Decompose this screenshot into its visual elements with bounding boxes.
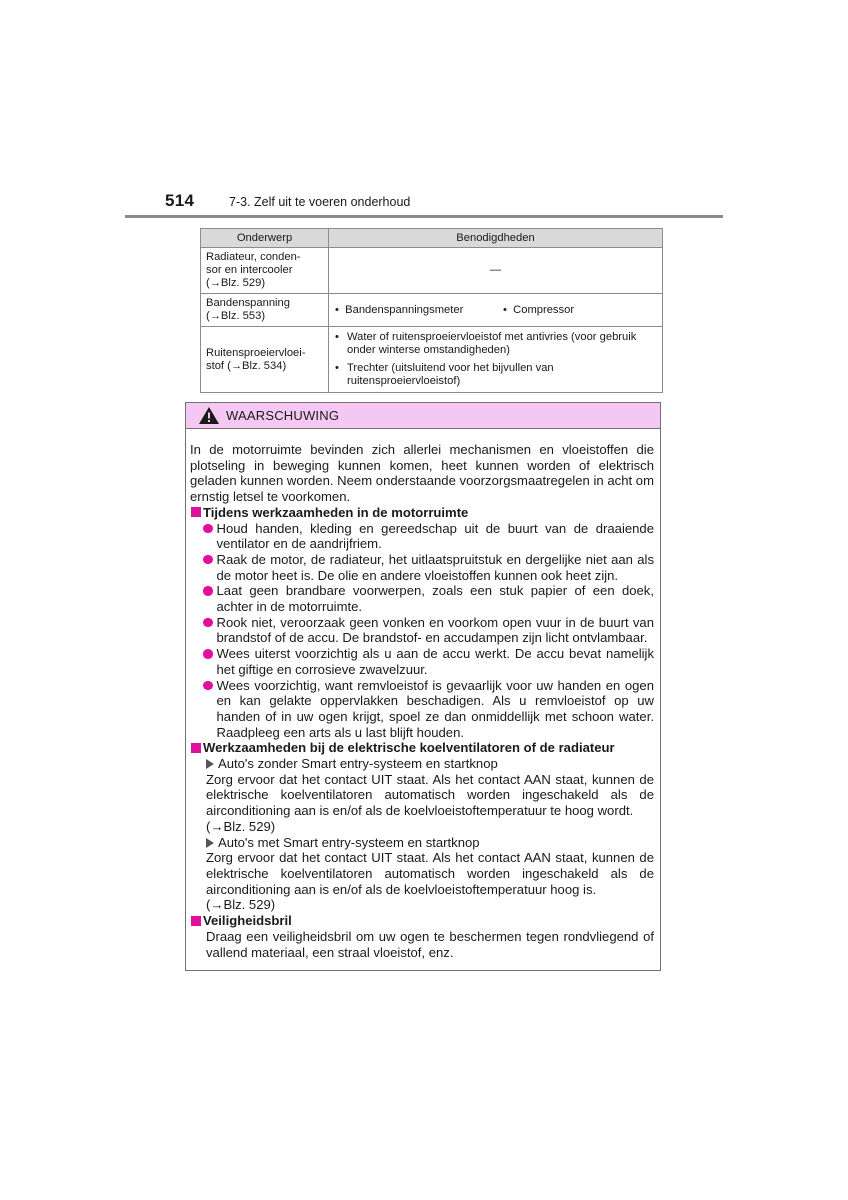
pink-square-icon (191, 916, 201, 926)
row-requirements (329, 294, 663, 327)
section-title: 7-3. Zelf uit te voeren onderhoud (229, 195, 411, 209)
table-row (201, 294, 663, 327)
list-item: Rook niet, veroorzaak geen vonken en voorkom open vuur in de buurt van brandstof of de accu. De brandstof- en accudampen zijn licht ontvlambaar. (190, 615, 660, 646)
section-heading: Werkzaamheden bij de elektrische koelventilatoren of de radiateur (190, 740, 660, 756)
row-requirements: — (329, 248, 663, 294)
requirement-item: • Trechter (uitsluitend voor het bijvullen van ruitensproeiervloeistof) (335, 362, 554, 387)
tools-table (200, 228, 663, 393)
sub-heading: Auto's met Smart entry-systeem en startknop (190, 835, 660, 851)
list-item: Wees uiterst voorzichtig als u aan de accu werkt. De accu bevat namelijk het giftige en corrosieve zwavelzuur. (190, 646, 660, 677)
list-item: Raak de motor, de radiateur, het uitlaatspruitstuk en dergelijke niet aan als de motor heet is. De olie en andere vloeistoffen kunnen ook heet zijn. (190, 552, 660, 583)
page-reference: (→Blz. 529) (206, 818, 276, 834)
sub-heading: Auto's zonder Smart entry-systeem en startknop (190, 756, 660, 772)
warning-header (186, 403, 660, 429)
table-header-row (201, 229, 663, 248)
pink-dot-icon (203, 681, 213, 691)
list-item: Wees voorzichtig, want remvloeistof is gevaarlijk voor uw handen en ogen en kan gelakte oppervlakken beschadigen. Als u remvloeistof op uw handen of in uw ogen krijgt, spoel ze dan onmiddellijk met schoon water. Raadpleeg een arts als u last blijft houden. (190, 678, 660, 741)
pink-square-icon (191, 743, 201, 753)
list-item: Laat geen brandbare voorwerpen, zoals een stuk papier of een doek, achter in de motorruimte. (190, 583, 660, 614)
requirement-item: • Water of ruitensproeiervloeistof met antivries (voor gebruik onder winterse omstandigheden) (335, 331, 637, 356)
row-requirements (329, 327, 663, 393)
sub-text: Draag een veiligheidsbril om uw ogen te beschermen tegen rondvliegend of vallend materiaal, een straal vloeistof, enz. (206, 928, 654, 960)
sub-text: Zorg ervoor dat het contact UIT staat. Als het contact AAN staat, kunnen de elektrische koelventilatoren automatisch worden ingeschakeld als de airconditioning aan is en/of als de koelvloeistoftemperatuur hoog is. (206, 850, 654, 897)
sub-text: Zorg ervoor dat het contact UIT staat. Als het contact AAN staat, kunnen de elektrische koelventilatoren automatisch worden ingeschakeld als de airconditioning aan is en/of als de koelvloeistoftemperatuur te hoog wordt. (206, 771, 654, 819)
col-subject-header: Onderwerp (201, 229, 329, 248)
pink-dot-icon (203, 586, 213, 596)
pink-dot-icon (203, 618, 213, 628)
row-subject: Ruitensproeiervloei- stof (→Blz. 534) (201, 327, 329, 393)
triangle-right-icon (206, 838, 214, 848)
pink-dot-icon (203, 524, 213, 534)
page-number: 514 (165, 191, 195, 210)
row-subject: Bandenspanning (→Blz. 553) (201, 294, 329, 327)
triangle-right-icon (206, 759, 214, 769)
pink-dot-icon (203, 555, 213, 565)
warning-triangle-icon (198, 406, 220, 425)
requirement-item: • Bandenspanningsmeter (335, 303, 464, 316)
warning-body (186, 429, 660, 960)
section-heading: Tijdens werkzaamheden in de motorruimte (190, 505, 660, 521)
header-divider (125, 215, 723, 218)
warning-box (185, 402, 661, 971)
pink-dot-icon (203, 649, 213, 659)
section-heading: Veiligheidsbril (190, 913, 660, 929)
pink-square-icon (191, 507, 201, 517)
row-subject: Radiateur, conden- sor en intercooler (→Blz. 529) (201, 248, 329, 294)
page-reference: (→Blz. 529) (206, 897, 276, 913)
warning-title: WAARSCHUWING (226, 408, 340, 423)
col-requirements-header: Benodigdheden (329, 229, 663, 248)
warning-intro: In de motorruimte bevinden zich allerlei mechanismen en vloeistoffen die plotseling in beweging kunnen komen, heet kunnen worden of elektrisch geladen kunnen worden. Neem onderstaande voorzorgsmaatregelen in acht om ernstig letsel te voorkomen. (190, 442, 654, 505)
table-row (201, 248, 663, 294)
list-item: Houd handen, kleding en gereedschap uit de buurt van de draaiende ventilator en de aandrijfriem. (190, 521, 660, 552)
requirement-item: • Compressor (503, 303, 575, 316)
table-row (201, 327, 663, 393)
